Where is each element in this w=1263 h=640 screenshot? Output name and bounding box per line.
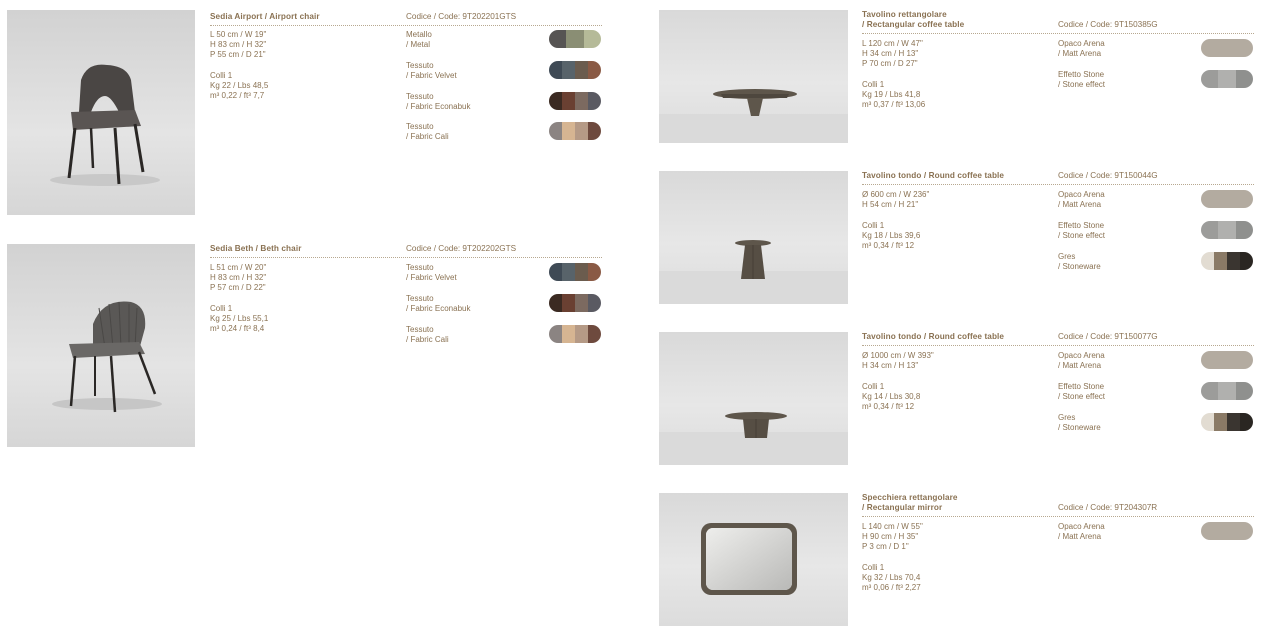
packaging: Colli 1 Kg 14 / Lbs 30,8 m³ 0,34 / ft³ 12 (862, 382, 921, 411)
finish-label: Opaco Arena / Matt Arena (1058, 522, 1105, 541)
product-code: Codice / Code: 9T150044G (1058, 171, 1158, 180)
finish-swatch[interactable] (1201, 190, 1253, 208)
swatch-color-segment (1201, 70, 1218, 88)
round-table-small-illustration (659, 171, 848, 304)
swatch-color-segment (549, 263, 562, 281)
swatch-color-segment (549, 122, 562, 140)
product-code: Codice / Code: 9T150385G (1058, 20, 1158, 29)
packaging: Colli 1 Kg 18 / Lbs 39,6 m³ 0,34 / ft³ 12 (862, 221, 921, 250)
finish-label: Effetto Stone / Stone effect (1058, 382, 1105, 401)
packaging: Colli 1 Kg 25 / Lbs 55,1 m³ 0,24 / ft³ 8,4 (210, 304, 269, 333)
swatch-color-segment (566, 30, 583, 48)
finish-swatch[interactable] (1201, 382, 1253, 400)
finish-label: Tessuto / Fabric Velvet (406, 61, 457, 80)
swatch-color-segment (549, 294, 562, 312)
finish-swatch[interactable] (1201, 351, 1253, 369)
finish-label: Effetto Stone / Stone effect (1058, 70, 1105, 89)
swatch-color-segment (1214, 252, 1227, 270)
swatch-color-segment (1236, 221, 1253, 239)
finish-swatch[interactable] (549, 30, 601, 48)
product-code: Codice / Code: 9T204307R (1058, 503, 1158, 512)
finish-swatch[interactable] (549, 61, 601, 79)
dimensions: L 50 cm / W 19" H 83 cm / H 32" P 55 cm / D 21" (210, 30, 267, 59)
swatch-color-segment (588, 92, 601, 110)
swatch-color-segment (1201, 252, 1214, 270)
finish-label: Gres / Stoneware (1058, 413, 1101, 432)
product-code: Codice / Code: 9T202202GTS (406, 244, 517, 253)
product-photo-rectangular-coffee-table (659, 10, 848, 143)
finish-label: Tessuto / Fabric Cali (406, 122, 449, 141)
finish-swatch[interactable] (549, 122, 601, 140)
divider (862, 516, 1254, 517)
swatch-color-segment (1201, 382, 1218, 400)
finish-swatch[interactable] (1201, 70, 1253, 88)
product-photo-airport-chair (7, 10, 195, 215)
finish-label: Opaco Arena / Matt Arena (1058, 39, 1105, 58)
swatch-color-segment (549, 30, 566, 48)
swatch-color-segment (549, 92, 562, 110)
swatch-color-segment (588, 61, 601, 79)
beth-chair-illustration (7, 244, 195, 447)
rectangular-table-illustration (659, 10, 848, 143)
product-title: Tavolino rettangolare / Rectangular coffee table (862, 10, 965, 29)
divider (210, 257, 602, 258)
swatch-color-segment (549, 325, 562, 343)
finish-label: Metallo / Metal (406, 30, 432, 49)
finish-label: Tessuto / Fabric Econabuk (406, 92, 471, 111)
product-title: Tavolino tondo / Round coffee table (862, 171, 1005, 180)
dimensions: L 51 cm / W 20" H 83 cm / H 32" P 57 cm / D 22" (210, 263, 267, 292)
swatch-color-segment (1218, 70, 1235, 88)
swatch-color-segment (1236, 70, 1253, 88)
dimensions: L 120 cm / W 47" H 34 cm / H 13" P 70 cm / D 27" (862, 39, 923, 68)
swatch-color-segment (1201, 221, 1218, 239)
divider (210, 25, 602, 26)
finish-swatch[interactable] (549, 294, 601, 312)
finish-label: Opaco Arena / Matt Arena (1058, 351, 1105, 370)
product-photo-round-coffee-table-large (659, 332, 848, 465)
finish-label: Opaco Arena / Matt Arena (1058, 190, 1105, 209)
swatch-color-segment (575, 325, 588, 343)
swatch-color-segment (1240, 252, 1253, 270)
finish-label: Tessuto / Fabric Econabuk (406, 294, 471, 313)
finish-swatch[interactable] (549, 263, 601, 281)
product-code: Codice / Code: 9T202201GTS (406, 12, 517, 21)
swatch-color-segment (562, 122, 575, 140)
swatch-color-segment (575, 122, 588, 140)
product-title: Specchiera rettangolare / Rectangular mirror (862, 493, 958, 512)
finish-label: Tessuto / Fabric Velvet (406, 263, 457, 282)
product-title: Sedia Beth / Beth chair (210, 244, 302, 253)
finish-swatch[interactable] (549, 92, 601, 110)
swatch-color-segment (1218, 382, 1235, 400)
finish-swatch[interactable] (549, 325, 601, 343)
finish-swatch[interactable] (1201, 252, 1253, 270)
airport-chair-illustration (7, 10, 195, 215)
dimensions: L 140 cm / W 55" H 90 cm / H 35" P 3 cm / D 1" (862, 522, 923, 551)
swatch-color-segment (588, 122, 601, 140)
swatch-color-segment (1227, 252, 1240, 270)
swatch-color-segment (549, 61, 562, 79)
finish-swatch[interactable] (1201, 413, 1253, 431)
swatch-color-segment (1240, 413, 1253, 431)
finish-label: Tessuto / Fabric Cali (406, 325, 449, 344)
swatch-color-segment (1201, 413, 1214, 431)
swatch-color-segment (1214, 413, 1227, 431)
swatch-color-segment (562, 92, 575, 110)
swatch-color-segment (562, 61, 575, 79)
swatch-color-segment (562, 294, 575, 312)
swatch-color-segment (584, 30, 601, 48)
mirror-illustration (659, 493, 848, 626)
divider (862, 184, 1254, 185)
product-title: Sedia Airport / Airport chair (210, 12, 320, 21)
divider (862, 345, 1254, 346)
swatch-color-segment (1227, 413, 1240, 431)
product-photo-round-coffee-table-small (659, 171, 848, 304)
swatch-color-segment (1236, 382, 1253, 400)
swatch-color-segment (1201, 190, 1253, 208)
swatch-color-segment (562, 325, 575, 343)
finish-swatch[interactable] (1201, 39, 1253, 57)
finish-label: Gres / Stoneware (1058, 252, 1101, 271)
swatch-color-segment (588, 263, 601, 281)
dimensions: Ø 600 cm / W 236" H 54 cm / H 21" (862, 190, 930, 209)
product-photo-rectangular-mirror (659, 493, 848, 626)
swatch-color-segment (1201, 522, 1253, 540)
swatch-color-segment (575, 294, 588, 312)
packaging: Colli 1 Kg 19 / Lbs 41,8 m³ 0,37 / ft³ 13,06 (862, 80, 926, 109)
finish-swatch[interactable] (1201, 522, 1253, 540)
swatch-color-segment (1201, 39, 1253, 57)
swatch-color-segment (562, 263, 575, 281)
finish-swatch[interactable] (1201, 221, 1253, 239)
round-table-large-illustration (659, 332, 848, 465)
swatch-color-segment (588, 294, 601, 312)
swatch-color-segment (588, 325, 601, 343)
dimensions: Ø 1000 cm / W 393" H 34 cm / H 13" (862, 351, 934, 370)
packaging: Colli 1 Kg 22 / Lbs 48,5 m³ 0,22 / ft³ 7,7 (210, 71, 269, 100)
product-code: Codice / Code: 9T150077G (1058, 332, 1158, 341)
product-title: Tavolino tondo / Round coffee table (862, 332, 1005, 341)
packaging: Colli 1 Kg 32 / Lbs 70,4 m³ 0,06 / ft³ 2,27 (862, 563, 921, 592)
finish-label: Effetto Stone / Stone effect (1058, 221, 1105, 240)
swatch-color-segment (575, 263, 588, 281)
swatch-color-segment (575, 61, 588, 79)
swatch-color-segment (575, 92, 588, 110)
divider (862, 33, 1254, 34)
swatch-color-segment (1218, 221, 1235, 239)
product-photo-beth-chair (7, 244, 195, 447)
swatch-color-segment (1201, 351, 1253, 369)
